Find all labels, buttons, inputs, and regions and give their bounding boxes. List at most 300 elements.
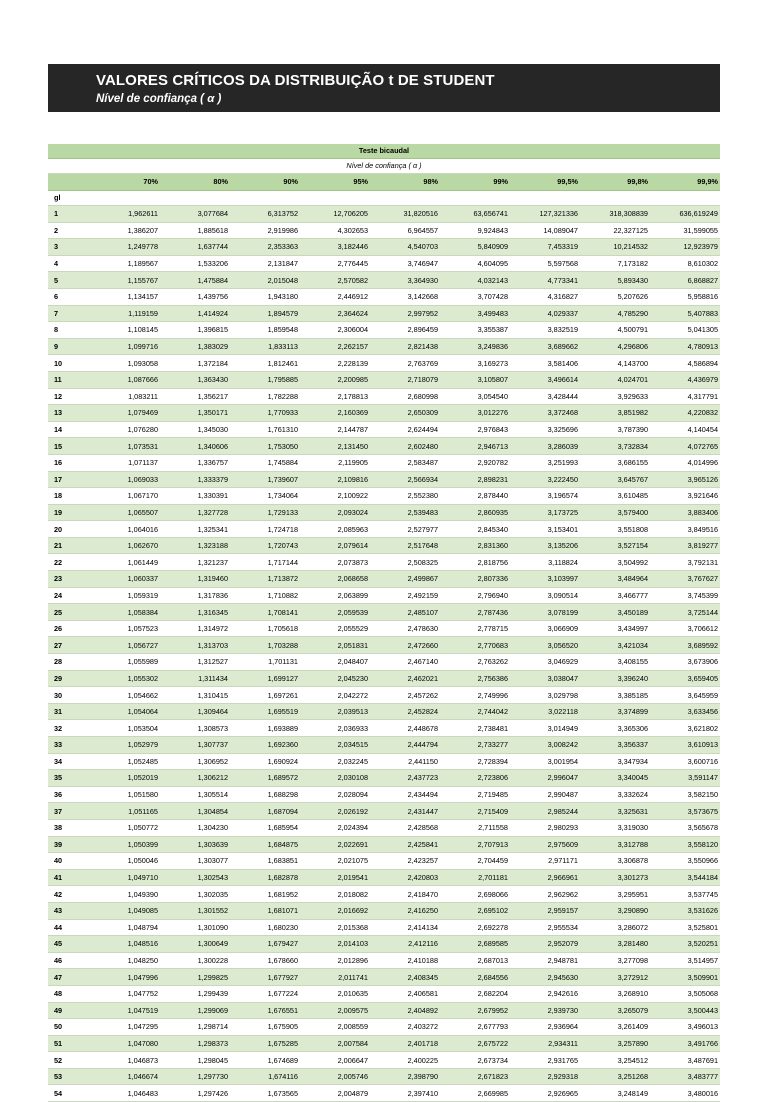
critical-value-cell: 1,300649: [160, 936, 230, 953]
critical-value-cell: 3,153401: [510, 521, 580, 538]
critical-value-cell: 1,533206: [160, 255, 230, 272]
critical-value-cell: 3,340045: [580, 770, 650, 787]
critical-value-cell: 7,173182: [580, 255, 650, 272]
critical-value-cell: 1,678660: [230, 952, 300, 969]
critical-value-cell: 4,072765: [650, 438, 720, 455]
critical-value-cell: 3,537745: [650, 886, 720, 903]
critical-value-cell: 2,845340: [440, 521, 510, 538]
critical-value-cell: 2,306004: [300, 322, 370, 339]
critical-value-cell: 1,683851: [230, 853, 300, 870]
critical-value-cell: 2,109816: [300, 471, 370, 488]
critical-value-cell: 5,207626: [580, 288, 650, 305]
degrees-of-freedom-cell: 42: [48, 886, 90, 903]
critical-value-cell: 2,412116: [370, 936, 440, 953]
critical-value-cell: 4,500791: [580, 322, 650, 339]
critical-value-cell: 1,676551: [230, 1002, 300, 1019]
critical-value-cell: 1,249778: [90, 239, 160, 256]
critical-value-cell: 2,602480: [370, 438, 440, 455]
critical-value-cell: 5,407883: [650, 305, 720, 322]
critical-value-cell: 3,014949: [510, 720, 580, 737]
critical-value-cell: 2,926965: [510, 1085, 580, 1102]
critical-value-cell: 1,345030: [160, 421, 230, 438]
table-row: [48, 1052, 720, 1069]
critical-value-cell: 1,051165: [90, 803, 160, 820]
degrees-of-freedom-cell: 22: [48, 554, 90, 571]
critical-value-cell: 318,308839: [580, 206, 650, 223]
critical-value-cell: 2,441150: [370, 753, 440, 770]
critical-value-cell: 6,313752: [230, 206, 300, 223]
critical-value-cell: 2,997952: [370, 305, 440, 322]
critical-value-cell: 2,749996: [440, 687, 510, 704]
table-row: [48, 737, 720, 754]
gl-header-row: [48, 191, 720, 206]
critical-value-cell: 1,684875: [230, 836, 300, 853]
critical-value-cell: 1,690924: [230, 753, 300, 770]
critical-value-cell: 6,964557: [370, 222, 440, 239]
critical-value-cell: 4,785290: [580, 305, 650, 322]
critical-value-cell: 3,689662: [510, 338, 580, 355]
critical-value-cell: 2,028094: [300, 786, 370, 803]
degrees-of-freedom-cell: 14: [48, 421, 90, 438]
critical-value-cell: 2,006647: [300, 1052, 370, 1069]
table-row: [48, 222, 720, 239]
critical-value-cell: 2,200985: [300, 371, 370, 388]
table-row: [48, 869, 720, 886]
critical-value-cell: 1,047519: [90, 1002, 160, 1019]
critical-value-cell: 2,985244: [510, 803, 580, 820]
critical-value-cell: 2,955534: [510, 919, 580, 936]
critical-value-cell: 1,681071: [230, 902, 300, 919]
critical-value-cell: 3,408155: [580, 654, 650, 671]
critical-value-cell: 3,372468: [510, 405, 580, 422]
critical-value-cell: 1,087666: [90, 371, 160, 388]
degrees-of-freedom-cell: 28: [48, 654, 90, 671]
critical-value-cell: 2,467140: [370, 654, 440, 671]
critical-value-cell: 1,363430: [160, 371, 230, 388]
critical-value-cell: 1,073531: [90, 438, 160, 455]
degrees-of-freedom-cell: 51: [48, 1035, 90, 1052]
critical-value-cell: 1,812461: [230, 355, 300, 372]
critical-value-cell: 1,049710: [90, 869, 160, 886]
critical-value-cell: 2,012896: [300, 952, 370, 969]
critical-value-cell: 3,281480: [580, 936, 650, 953]
critical-value-cell: 1,673565: [230, 1085, 300, 1102]
critical-value-cell: 1,688298: [230, 786, 300, 803]
table-row: [48, 537, 720, 554]
critical-value-cell: 2,715409: [440, 803, 510, 820]
critical-value-cell: 1,071137: [90, 454, 160, 471]
critical-value-cell: 1,894579: [230, 305, 300, 322]
critical-value-cell: 2,022691: [300, 836, 370, 853]
critical-value-cell: 3,029798: [510, 687, 580, 704]
critical-value-cell: 3,527154: [580, 537, 650, 554]
critical-value-cell: 3,257890: [580, 1035, 650, 1052]
page-title: VALORES CRÍTICOS DA DISTRIBUIÇÃO t DE STUDENT: [96, 72, 495, 89]
table-row: [48, 206, 720, 223]
critical-value-cell: 3,929633: [580, 388, 650, 405]
table-subcaption-row: [48, 159, 720, 174]
critical-value-cell: 2,723806: [440, 770, 510, 787]
critical-value-cell: 2,401718: [370, 1035, 440, 1052]
critical-value-cell: 1,729133: [230, 504, 300, 521]
critical-value-cell: 1,312527: [160, 654, 230, 671]
table-row: [48, 670, 720, 687]
critical-value-cell: 1,046674: [90, 1068, 160, 1085]
degrees-of-freedom-cell: 30: [48, 687, 90, 704]
critical-value-cell: 1,059319: [90, 587, 160, 604]
critical-value-cell: 1,309464: [160, 703, 230, 720]
critical-value-cell: 2,939730: [510, 1002, 580, 1019]
critical-value-cell: 2,996047: [510, 770, 580, 787]
critical-value-cell: 1,708141: [230, 604, 300, 621]
degrees-of-freedom-cell: 17: [48, 471, 90, 488]
table-row: [48, 853, 720, 870]
degrees-of-freedom-cell: 32: [48, 720, 90, 737]
critical-value-cell: 1,305514: [160, 786, 230, 803]
critical-value-cell: 3,849516: [650, 521, 720, 538]
critical-value-cell: 2,718079: [370, 371, 440, 388]
critical-value-cell: 2,144787: [300, 421, 370, 438]
critical-value-cell: 3,921646: [650, 488, 720, 505]
critical-value-cell: 3,450189: [580, 604, 650, 621]
table-row: [48, 819, 720, 836]
critical-value-cell: 1,681952: [230, 886, 300, 903]
critical-value-cell: 31,820516: [370, 206, 440, 223]
critical-value-cell: 2,434494: [370, 786, 440, 803]
critical-value-cell: 3,520251: [650, 936, 720, 953]
table-row: [48, 405, 720, 422]
critical-value-cell: 3,196574: [510, 488, 580, 505]
critical-value-cell: 2,010635: [300, 985, 370, 1002]
critical-value-cell: 2,420803: [370, 869, 440, 886]
critical-value-cell: 3,686155: [580, 454, 650, 471]
critical-value-cell: 2,404892: [370, 1002, 440, 1019]
degrees-of-freedom-cell: 6: [48, 288, 90, 305]
critical-value-cell: 2,566934: [370, 471, 440, 488]
critical-value-cell: 3,046929: [510, 654, 580, 671]
table-row: [48, 438, 720, 455]
critical-value-cell: 2,036933: [300, 720, 370, 737]
critical-value-cell: 2,228139: [300, 355, 370, 372]
critical-value-cell: 3,544184: [650, 869, 720, 886]
critical-value-cell: 1,298373: [160, 1035, 230, 1052]
confidence-level-header: 99,8%: [580, 174, 650, 191]
critical-value-cell: 2,492159: [370, 587, 440, 604]
critical-value-cell: 3,261409: [580, 1019, 650, 1036]
gl-header: gl: [48, 191, 90, 206]
critical-value-cell: 2,679952: [440, 1002, 510, 1019]
critical-value-cell: 2,942616: [510, 985, 580, 1002]
critical-value-cell: 1,770933: [230, 405, 300, 422]
critical-value-cell: 2,457262: [370, 687, 440, 704]
critical-value-cell: 1,386207: [90, 222, 160, 239]
confidence-level-header: 95%: [300, 174, 370, 191]
critical-value-cell: 3,396240: [580, 670, 650, 687]
critical-value-cell: 2,472660: [370, 637, 440, 654]
degrees-of-freedom-cell: 13: [48, 405, 90, 422]
critical-value-cell: 2,945630: [510, 969, 580, 986]
critical-value-cell: 2,452824: [370, 703, 440, 720]
critical-value-cell: 2,552380: [370, 488, 440, 505]
critical-value-cell: 3,290890: [580, 902, 650, 919]
critical-value-cell: 7,453319: [510, 239, 580, 256]
critical-value-cell: 4,773341: [510, 272, 580, 289]
table-row: [48, 637, 720, 654]
critical-value-cell: 3,254512: [580, 1052, 650, 1069]
critical-value-cell: 3,673906: [650, 654, 720, 671]
critical-value-cell: 2,689585: [440, 936, 510, 953]
table-row: [48, 587, 720, 604]
degrees-of-freedom-cell: 10: [48, 355, 90, 372]
critical-value-cell: 1,057523: [90, 620, 160, 637]
critical-value-cell: 1,414924: [160, 305, 230, 322]
degrees-of-freedom-cell: 25: [48, 604, 90, 621]
critical-value-cell: 2,014103: [300, 936, 370, 953]
critical-value-cell: 2,423257: [370, 853, 440, 870]
confidence-level-header: 99,9%: [650, 174, 720, 191]
critical-value-cell: 1,065507: [90, 504, 160, 521]
critical-value-cell: 1,677224: [230, 985, 300, 1002]
critical-value-cell: 2,990487: [510, 786, 580, 803]
critical-value-cell: 2,131847: [230, 255, 300, 272]
critical-value-cell: 3,268910: [580, 985, 650, 1002]
critical-value-cell: 2,051831: [300, 637, 370, 654]
critical-value-cell: 2,896459: [370, 322, 440, 339]
critical-value-cell: 2,919986: [230, 222, 300, 239]
table-row: [48, 1035, 720, 1052]
critical-value-cell: 1,745884: [230, 454, 300, 471]
degrees-of-freedom-cell: 4: [48, 255, 90, 272]
degrees-of-freedom-cell: 18: [48, 488, 90, 505]
critical-value-cell: 2,934311: [510, 1035, 580, 1052]
critical-value-cell: 1,321237: [160, 554, 230, 571]
degrees-of-freedom-cell: 31: [48, 703, 90, 720]
critical-value-cell: 2,807336: [440, 571, 510, 588]
critical-value-cell: 3,491766: [650, 1035, 720, 1052]
critical-value-cell: 4,296806: [580, 338, 650, 355]
critical-value-cell: 3,581406: [510, 355, 580, 372]
critical-value-cell: 3,251268: [580, 1068, 650, 1085]
critical-value-cell: 4,780913: [650, 338, 720, 355]
critical-value-cell: 2,701181: [440, 869, 510, 886]
table-row: [48, 654, 720, 671]
critical-value-cell: 2,719485: [440, 786, 510, 803]
critical-value-cell: 1,782288: [230, 388, 300, 405]
table-row: [48, 471, 720, 488]
critical-value-cell: 3,610913: [650, 737, 720, 754]
critical-value-cell: 1,316345: [160, 604, 230, 621]
critical-value-cell: 3,480016: [650, 1085, 720, 1102]
critical-value-cell: 2,408345: [370, 969, 440, 986]
critical-value-cell: 2,437723: [370, 770, 440, 787]
critical-value-cell: 3,525801: [650, 919, 720, 936]
critical-value-cell: 1,701131: [230, 654, 300, 671]
table-row: [48, 288, 720, 305]
table-subcaption: Nível de confiança ( α ): [48, 159, 720, 174]
critical-value-cell: 3,374899: [580, 703, 650, 720]
confidence-level-header: 98%: [370, 174, 440, 191]
critical-value-cell: 2,444794: [370, 737, 440, 754]
critical-value-cell: 2,976843: [440, 421, 510, 438]
critical-value-cell: 3,500443: [650, 1002, 720, 1019]
critical-value-cell: 1,301552: [160, 902, 230, 919]
critical-value-cell: 1,383029: [160, 338, 230, 355]
critical-value-cell: 3,558120: [650, 836, 720, 853]
critical-value-cell: 1,336757: [160, 454, 230, 471]
critical-value-cell: 2,669985: [440, 1085, 510, 1102]
critical-value-cell: 2,008559: [300, 1019, 370, 1036]
critical-value-cell: 1,049085: [90, 902, 160, 919]
critical-value-cell: 3,573675: [650, 803, 720, 820]
critical-value-cell: 1,675285: [230, 1035, 300, 1052]
critical-value-cell: 2,446912: [300, 288, 370, 305]
critical-value-cell: 3,173725: [510, 504, 580, 521]
critical-value-cell: 3,038047: [510, 670, 580, 687]
table-row: [48, 239, 720, 256]
critical-value-cell: 3,135206: [510, 537, 580, 554]
critical-value-cell: 2,042272: [300, 687, 370, 704]
degrees-of-freedom-cell: 29: [48, 670, 90, 687]
degrees-of-freedom-cell: 44: [48, 919, 90, 936]
critical-value-cell: 3,277098: [580, 952, 650, 969]
critical-value-cell: 1,304230: [160, 819, 230, 836]
critical-value-cell: 4,586894: [650, 355, 720, 372]
critical-value-cell: 2,682204: [440, 985, 510, 1002]
critical-value-cell: 2,776445: [300, 255, 370, 272]
degrees-of-freedom-cell: 21: [48, 537, 90, 554]
critical-value-cell: 1,189567: [90, 255, 160, 272]
critical-value-cell: 2,021075: [300, 853, 370, 870]
critical-value-cell: 2,692278: [440, 919, 510, 936]
critical-value-cell: 3,364930: [370, 272, 440, 289]
critical-value-cell: 1,475884: [160, 272, 230, 289]
critical-value-cell: 2,671823: [440, 1068, 510, 1085]
critical-value-cell: 1,761310: [230, 421, 300, 438]
critical-value-cell: 3,483777: [650, 1068, 720, 1085]
table-row: [48, 305, 720, 322]
critical-value-cell: 3,514957: [650, 952, 720, 969]
critical-value-cell: 3,466777: [580, 587, 650, 604]
critical-value-cell: 2,403272: [370, 1019, 440, 1036]
degrees-of-freedom-cell: 49: [48, 1002, 90, 1019]
confidence-level-header: 70%: [90, 174, 160, 191]
critical-value-cell: 2,063899: [300, 587, 370, 604]
critical-value-cell: 1,067170: [90, 488, 160, 505]
critical-value-cell: 3,365306: [580, 720, 650, 737]
critical-value-cell: 2,583487: [370, 454, 440, 471]
corner-cell: [48, 174, 90, 191]
critical-value-cell: 1,297426: [160, 1085, 230, 1102]
critical-value-cell: 3,355387: [440, 322, 510, 339]
critical-value-cell: 2,860935: [440, 504, 510, 521]
critical-value-cell: 2,778715: [440, 620, 510, 637]
critical-value-cell: 2,966961: [510, 869, 580, 886]
degrees-of-freedom-cell: 12: [48, 388, 90, 405]
critical-value-cell: 1,705618: [230, 620, 300, 637]
critical-value-cell: 1,048516: [90, 936, 160, 953]
critical-value-cell: 3,707428: [440, 288, 510, 305]
critical-value-cell: 1,306212: [160, 770, 230, 787]
critical-value-cell: 1,064016: [90, 521, 160, 538]
critical-value-cell: 2,119905: [300, 454, 370, 471]
degrees-of-freedom-cell: 37: [48, 803, 90, 820]
critical-value-cell: 2,045230: [300, 670, 370, 687]
critical-value-cell: 1,356217: [160, 388, 230, 405]
critical-value-cell: 2,624494: [370, 421, 440, 438]
table-row: [48, 703, 720, 720]
critical-value-cell: 2,011741: [300, 969, 370, 986]
critical-value-cell: 2,980293: [510, 819, 580, 836]
critical-value-cell: 2,410188: [370, 952, 440, 969]
critical-value-cell: 3,600716: [650, 753, 720, 770]
critical-value-cell: 2,019541: [300, 869, 370, 886]
degrees-of-freedom-cell: 27: [48, 637, 90, 654]
table-row: [48, 1068, 720, 1085]
critical-value-cell: 2,004879: [300, 1085, 370, 1102]
critical-value-cell: 2,738481: [440, 720, 510, 737]
critical-value-cell: 2,704459: [440, 853, 510, 870]
critical-value-cell: 2,728394: [440, 753, 510, 770]
critical-value-cell: 2,016692: [300, 902, 370, 919]
critical-value-cell: 3,286039: [510, 438, 580, 455]
critical-value-cell: 3,251993: [510, 454, 580, 471]
critical-value-cell: 1,050772: [90, 819, 160, 836]
table-row: [48, 371, 720, 388]
critical-value-cell: 1,047080: [90, 1035, 160, 1052]
critical-value-cell: 10,214532: [580, 239, 650, 256]
critical-value-cell: 1,308573: [160, 720, 230, 737]
critical-value-cell: 2,763769: [370, 355, 440, 372]
critical-value-cell: 3,312788: [580, 836, 650, 853]
critical-value-cell: 4,220832: [650, 405, 720, 422]
table-row: [48, 388, 720, 405]
critical-value-cell: 2,539483: [370, 504, 440, 521]
critical-value-cell: 2,796940: [440, 587, 510, 604]
table-row: [48, 322, 720, 339]
critical-value-cell: 1,675905: [230, 1019, 300, 1036]
critical-value-cell: 3,434997: [580, 620, 650, 637]
critical-value-cell: 2,770683: [440, 637, 510, 654]
critical-value-cell: 2,093024: [300, 504, 370, 521]
critical-value-cell: 1,053504: [90, 720, 160, 737]
critical-value-cell: 2,160369: [300, 405, 370, 422]
critical-value-cell: 3,054540: [440, 388, 510, 405]
critical-value-cell: 3,965126: [650, 471, 720, 488]
critical-value-cell: 3,582150: [650, 786, 720, 803]
critical-value-cell: 22,327125: [580, 222, 650, 239]
critical-value-cell: 3,012276: [440, 405, 510, 422]
critical-value-cell: 2,878440: [440, 488, 510, 505]
critical-value-cell: 2,178813: [300, 388, 370, 405]
critical-value-cell: 3,732834: [580, 438, 650, 455]
degrees-of-freedom-cell: 53: [48, 1068, 90, 1085]
critical-value-cell: 1,439756: [160, 288, 230, 305]
critical-value-cell: 1,327728: [160, 504, 230, 521]
critical-value-cell: 3,504992: [580, 554, 650, 571]
degrees-of-freedom-cell: 38: [48, 819, 90, 836]
critical-value-cell: 1,637744: [160, 239, 230, 256]
degrees-of-freedom-cell: 39: [48, 836, 90, 853]
critical-value-cell: 1,052019: [90, 770, 160, 787]
degrees-of-freedom-cell: 2: [48, 222, 90, 239]
critical-value-cell: 1,307737: [160, 737, 230, 754]
critical-value-cell: 3,689592: [650, 637, 720, 654]
table-row: [48, 620, 720, 637]
critical-value-cell: 2,353363: [230, 239, 300, 256]
critical-value-cell: 3,633456: [650, 703, 720, 720]
critical-value-cell: 4,024701: [580, 371, 650, 388]
degrees-of-freedom-cell: 3: [48, 239, 90, 256]
